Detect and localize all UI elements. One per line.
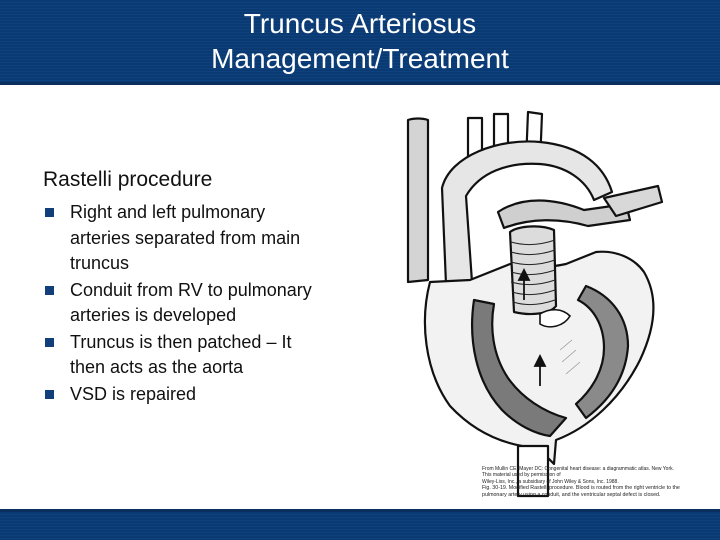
- figure-credit: From Mullin CE, Mayer DC: Congenital heart disease: a diagrammatic atlas. New York. This material used by permission of: [482, 466, 675, 479]
- bullet-text-line: Right and left pulmonary: [70, 202, 266, 222]
- conduit: [510, 226, 556, 314]
- square-bullet-icon: [45, 208, 54, 217]
- figure-credit: Wiley-Liss, Inc., a subsidiary of John Wiley & Sons, Inc. 1988.: [482, 478, 619, 485]
- bullet-item: [44, 200, 354, 277]
- bullet-list: [44, 200, 354, 408]
- bullet-text-line: Truncus is then patched – It: [70, 331, 292, 352]
- square-bullet-icon: [45, 338, 54, 347]
- figure-caption-text: pulmonary artery using a conduit, and the ventricular septal defect is closed.: [482, 491, 661, 498]
- slide-title: [0, 6, 720, 76]
- slide-title-line-2: Management/Treatment: [211, 43, 509, 74]
- figure-caption-text: Fig. 30-19. Modified Rastelli procedure. Blood is routed from the right ventricle to the: [482, 485, 680, 492]
- heart-diagram: [390, 100, 710, 500]
- bullet-text-line: Conduit from RV to pulmonary: [70, 279, 312, 300]
- bullet-item: [44, 330, 354, 381]
- bullet-item: [44, 382, 354, 408]
- slide-title-line-1: Truncus Arteriosus: [243, 8, 477, 39]
- bullet-text-line: arteries separated from main: [70, 227, 301, 248]
- bullet-text-line: VSD is repaired: [70, 383, 197, 404]
- square-bullet-icon: [45, 390, 54, 399]
- bullet-item: [44, 278, 354, 329]
- bullet-text-line: then acts as the aorta: [70, 357, 244, 377]
- square-bullet-icon: [45, 286, 54, 295]
- figure-caption: [482, 466, 682, 498]
- bullet-text-line: truncus: [70, 253, 130, 273]
- pulmonary-artery: [604, 186, 662, 216]
- subheading: Rastelli procedure: [43, 168, 213, 191]
- title-rule: [0, 82, 720, 85]
- superior-vena-cava: [408, 119, 428, 283]
- footer-bar: [0, 512, 720, 540]
- bullet-text-line: arteries is developed: [70, 305, 237, 325]
